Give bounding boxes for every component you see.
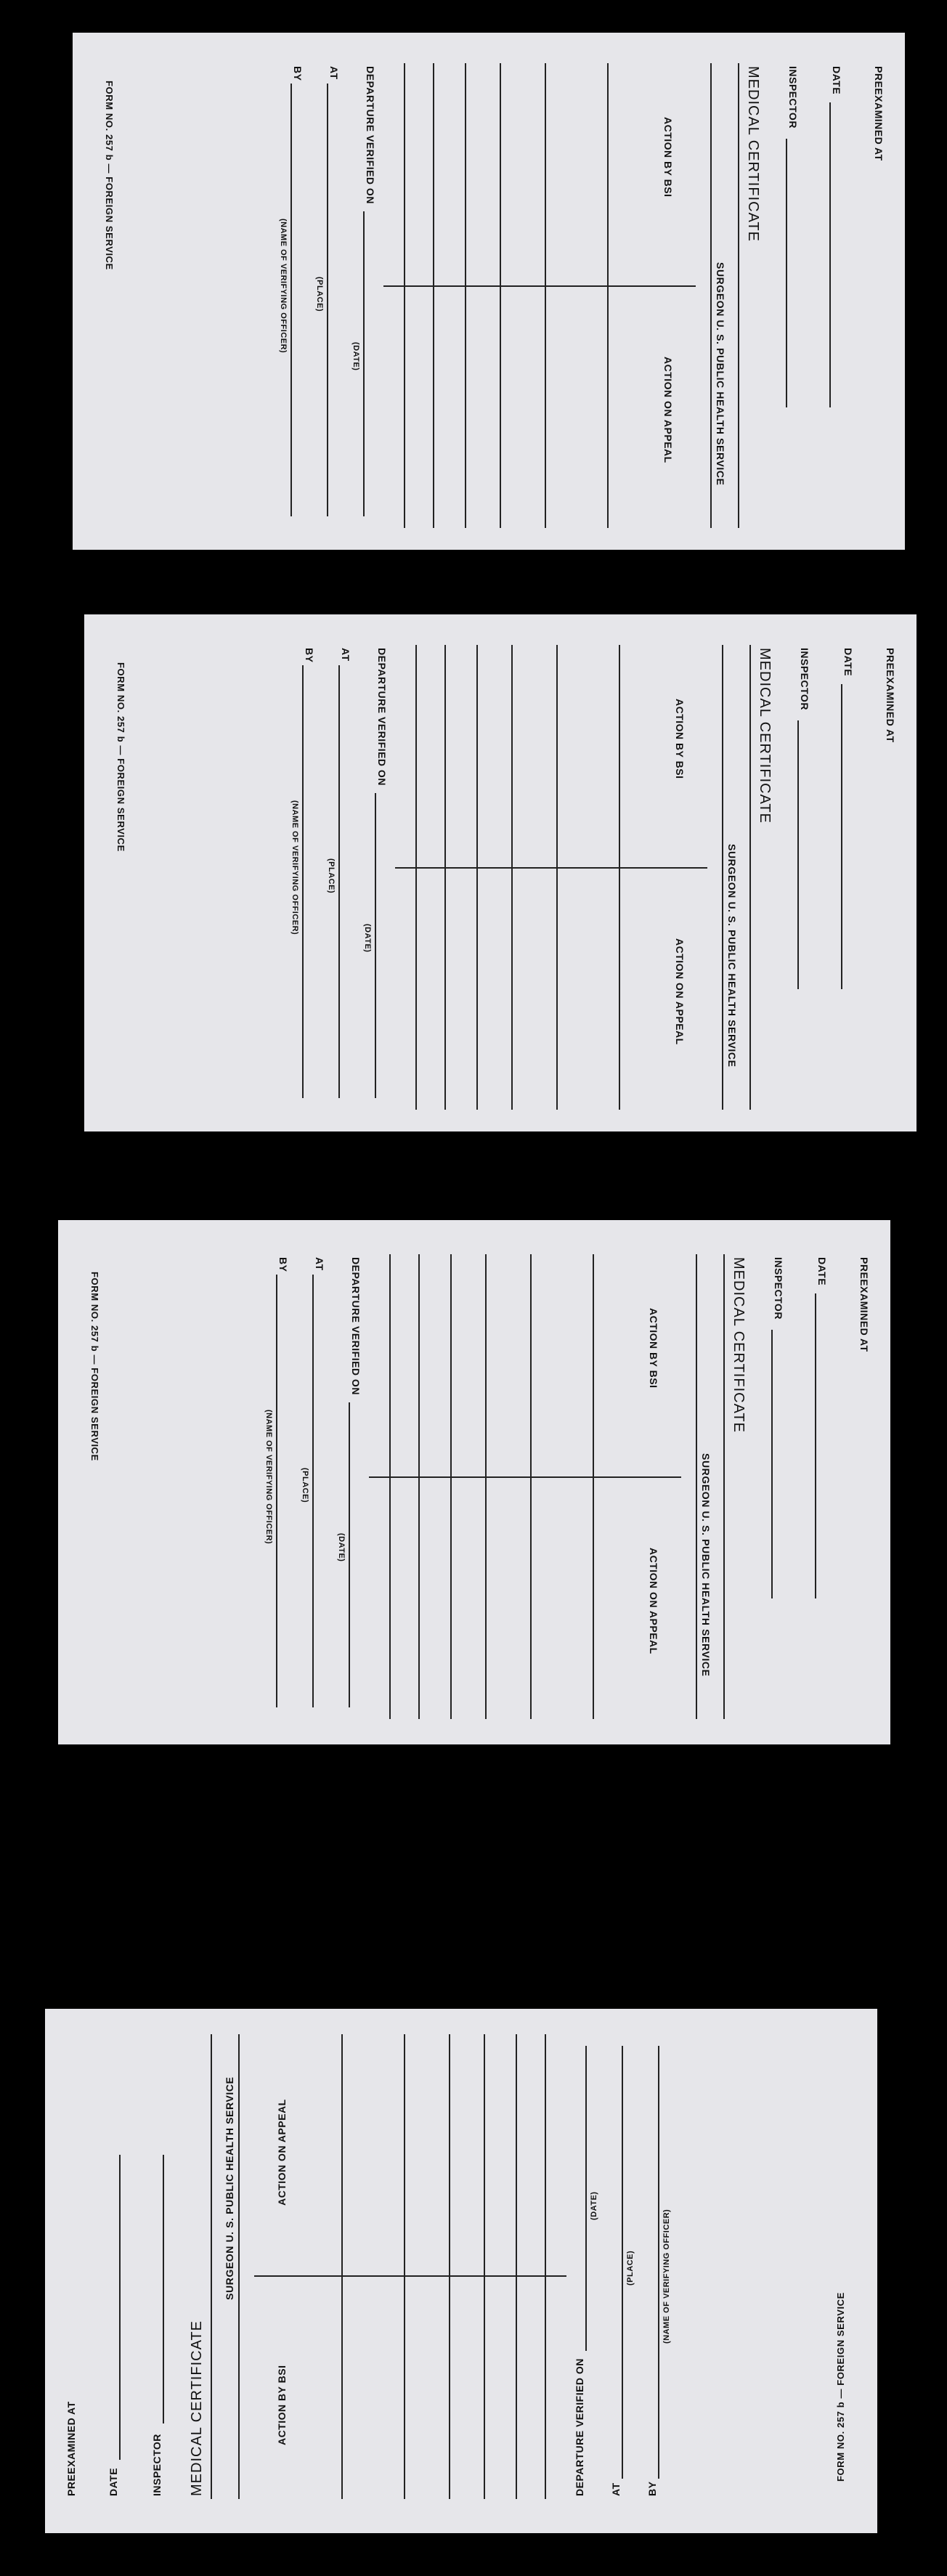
departure-line [585, 2046, 587, 2351]
date-label: DATE [831, 66, 842, 95]
place-caption: (PLACE) [315, 277, 324, 312]
title-underline [749, 645, 751, 1110]
officer-caption: (NAME OF VERIFYING OFFICER) [279, 219, 288, 354]
inspector-label: INSPECTOR [787, 66, 799, 129]
departure-label: DEPARTURE VERIFIED ON [574, 2358, 585, 2496]
departure-line [349, 1402, 350, 1707]
entry-line [418, 1254, 420, 1719]
officer-caption: (NAME OF VERIFYING OFFICER) [290, 800, 299, 935]
departure-label: DEPARTURE VERIFIED ON [350, 1257, 362, 1395]
date-line [829, 102, 831, 407]
certificate-card-2 [84, 614, 916, 1131]
date-caption: (DATE) [337, 1533, 346, 1562]
surgeon-line [696, 1254, 697, 1719]
certificate-title: MEDICAL CERTIFICATE [757, 648, 773, 824]
at-line [312, 1275, 314, 1707]
date-line [119, 2155, 121, 2460]
at-line [622, 2046, 623, 2479]
date-line [815, 1293, 816, 1598]
departure-label: DEPARTURE VERIFIED ON [376, 648, 388, 786]
inspector-label: INSPECTOR [151, 2434, 163, 2496]
certificate-title: MEDICAL CERTIFICATE [731, 1257, 747, 1433]
inspector-line [786, 139, 787, 407]
column-divider [383, 285, 696, 287]
action-by-bsi-label: ACTION BY BSI [648, 1308, 659, 1389]
date-label: DATE [842, 648, 854, 677]
action-on-appeal-label: ACTION ON APPEAL [674, 938, 686, 1045]
inspector-label: INSPECTOR [773, 1257, 784, 1320]
entry-line [545, 2034, 546, 2499]
action-by-bsi-label: ACTION BY BSI [674, 699, 686, 779]
preexamined-label: PREEXAMINED AT [873, 66, 885, 161]
form-number: FORM NO. 257 b — FOREIGN SERVICE [115, 662, 126, 852]
form-number: FORM NO. 257 b — FOREIGN SERVICE [89, 1272, 100, 1461]
at-label: AT [340, 648, 351, 662]
column-divider [254, 2275, 566, 2277]
surgeon-line [710, 63, 712, 528]
inspector-line [771, 1330, 773, 1598]
form-number: FORM NO. 257 b — FOREIGN SERVICE [835, 2292, 846, 2482]
preexamined-label: PREEXAMINED AT [858, 1257, 870, 1352]
preexamined-label: PREEXAMINED AT [65, 2401, 77, 2496]
certificate-card-content [51, 2017, 871, 2525]
entry-line [500, 63, 501, 528]
place-caption: (PLACE) [327, 858, 336, 894]
by-label: BY [277, 1257, 289, 1272]
entry-line [449, 2034, 450, 2499]
entry-line [530, 1254, 532, 1719]
date-label: DATE [816, 1257, 828, 1286]
certificate-card-content [64, 1228, 885, 1736]
surgeon-line [238, 2034, 240, 2499]
departure-line [375, 793, 376, 1098]
entry-line [484, 2034, 485, 2499]
entry-line [516, 2034, 517, 2499]
date-label: DATE [107, 2467, 119, 2496]
officer-caption: (NAME OF VERIFYING OFFICER) [264, 1410, 273, 1545]
surgeon-line [722, 645, 723, 1110]
surgeon-label: SURGEON U. S. PUBLIC HEALTH SERVICE [715, 262, 726, 486]
column-divider [369, 1476, 681, 1478]
date-caption: (DATE) [363, 924, 372, 953]
departure-label: DEPARTURE VERIFIED ON [365, 66, 376, 204]
surgeon-label: SURGEON U. S. PUBLIC HEALTH SERVICE [726, 844, 738, 1068]
entry-line [593, 1254, 594, 1719]
entry-line [485, 1254, 487, 1719]
entry-line [404, 2034, 405, 2499]
action-on-appeal-label: ACTION ON APPEAL [276, 2099, 288, 2206]
entry-line [511, 645, 513, 1110]
at-label: AT [314, 1257, 325, 1271]
date-line [841, 684, 842, 989]
by-line [658, 2046, 659, 2479]
surgeon-label: SURGEON U. S. PUBLIC HEALTH SERVICE [224, 2076, 235, 2300]
column-divider [395, 867, 707, 869]
by-line [290, 84, 292, 516]
title-underline [738, 63, 739, 528]
certificate-card-content [78, 37, 899, 545]
entry-line [607, 63, 609, 528]
inspector-line [163, 2155, 164, 2423]
place-caption: (PLACE) [301, 1468, 309, 1503]
entry-line [389, 1254, 391, 1719]
form-number: FORM NO. 257 b — FOREIGN SERVICE [104, 81, 115, 270]
by-label: BY [304, 648, 315, 663]
by-line [276, 1275, 277, 1707]
entry-line [476, 645, 478, 1110]
certificate-card-1 [73, 33, 905, 550]
inspector-line [797, 720, 799, 989]
inspector-label: INSPECTOR [799, 648, 810, 710]
entry-line [433, 63, 434, 528]
officer-caption: (NAME OF VERIFYING OFFICER) [662, 2209, 671, 2344]
entry-line [465, 63, 466, 528]
action-by-bsi-label: ACTION BY BSI [662, 117, 674, 198]
date-caption: (DATE) [351, 342, 360, 371]
by-line [302, 665, 304, 1098]
by-label: BY [292, 66, 304, 81]
preexamined-label: PREEXAMINED AT [885, 648, 896, 743]
at-label: AT [610, 2482, 622, 2496]
entry-line [556, 645, 558, 1110]
title-underline [211, 2034, 212, 2499]
action-on-appeal-label: ACTION ON APPEAL [648, 1548, 659, 1654]
entry-line [341, 2034, 343, 2499]
entry-line [545, 63, 546, 528]
action-by-bsi-label: ACTION BY BSI [276, 2365, 288, 2445]
at-line [327, 84, 328, 516]
place-caption: (PLACE) [626, 2250, 635, 2286]
entry-line [404, 63, 405, 528]
certificate-card-content [90, 619, 911, 1127]
by-label: BY [646, 2481, 658, 2496]
at-label: AT [328, 66, 340, 80]
surgeon-label: SURGEON U. S. PUBLIC HEALTH SERVICE [700, 1453, 712, 1677]
certificate-card-3 [58, 1220, 890, 1744]
entry-line [444, 645, 446, 1110]
certificate-card-4 [45, 2009, 877, 2533]
date-caption: (DATE) [590, 2191, 598, 2220]
entry-line [450, 1254, 452, 1719]
entry-line [619, 645, 620, 1110]
certificate-title: MEDICAL CERTIFICATE [745, 66, 761, 242]
certificate-title: MEDICAL CERTIFICATE [189, 2320, 205, 2496]
departure-line [363, 211, 365, 516]
action-on-appeal-label: ACTION ON APPEAL [662, 357, 674, 463]
title-underline [723, 1254, 725, 1719]
at-line [338, 665, 340, 1098]
entry-line [415, 645, 417, 1110]
